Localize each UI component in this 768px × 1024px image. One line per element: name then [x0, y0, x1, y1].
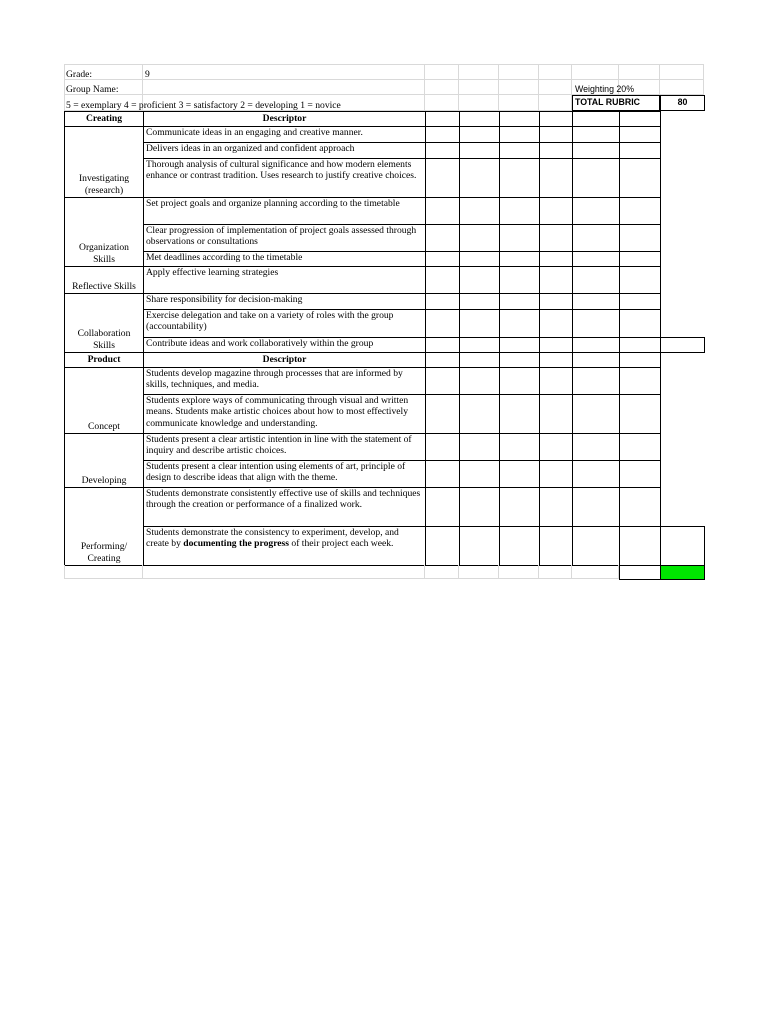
score-cell[interactable]: [499, 158, 540, 198]
sheet-cell[interactable]: [425, 95, 459, 111]
score-cell[interactable]: [619, 394, 661, 434]
score-cell[interactable]: [459, 487, 500, 527]
score-cell[interactable]: [459, 352, 500, 368]
score-cell[interactable]: [425, 367, 460, 395]
sheet-cell[interactable]: [425, 565, 459, 579]
score-cell[interactable]: [499, 266, 540, 294]
sheet-cell[interactable]: [459, 95, 499, 111]
sheet-cell[interactable]: [459, 565, 499, 579]
score-cell[interactable]: [425, 293, 460, 310]
score-cell[interactable]: [499, 197, 540, 225]
descriptor-text: Students demonstrate the consistency to experiment, develop, and create by: [146, 527, 399, 550]
score-cell[interactable]: [619, 367, 661, 395]
score-cell[interactable]: [425, 352, 460, 368]
score-cell[interactable]: [459, 337, 500, 353]
score-cell[interactable]: [499, 126, 540, 143]
score-cell[interactable]: [539, 197, 573, 225]
score-cell[interactable]: [619, 293, 661, 310]
product-descriptor: Students explore ways of communicating through visual and written means. Students make artistic choices about how to most effectively communicate knowledge and understanding.: [143, 394, 426, 434]
score-cell[interactable]: [425, 337, 460, 353]
score-cell[interactable]: [572, 526, 620, 566]
total-rubric-label: TOTAL RUBRIC: [572, 95, 660, 111]
total-score-highlight[interactable]: [660, 565, 705, 580]
sheet-cell[interactable]: [660, 64, 704, 80]
score-cell[interactable]: [619, 526, 661, 566]
score-cell[interactable]: [539, 526, 573, 566]
score-cell[interactable]: [619, 433, 661, 461]
score-cell[interactable]: [425, 158, 460, 198]
score-cell[interactable]: [459, 111, 500, 127]
score-cell[interactable]: [459, 309, 500, 338]
score-cell[interactable]: [539, 293, 573, 310]
sheet-cell[interactable]: [619, 64, 660, 80]
creating-heading: Creating: [64, 111, 144, 127]
sheet-cell[interactable]: [499, 95, 539, 111]
score-cell[interactable]: [572, 293, 620, 310]
score-cell[interactable]: [539, 487, 573, 527]
score-cell[interactable]: [619, 309, 661, 338]
score-cell[interactable]: [499, 367, 540, 395]
score-cell[interactable]: [572, 126, 620, 143]
sheet-cell[interactable]: [64, 565, 143, 579]
score-cell[interactable]: [425, 394, 460, 434]
score-cell[interactable]: [499, 293, 540, 310]
score-cell[interactable]: [572, 142, 620, 159]
score-cell[interactable]: [619, 487, 661, 527]
sheet-cell[interactable]: [143, 80, 425, 95]
score-cell[interactable]: [539, 394, 573, 434]
score-cell[interactable]: [425, 433, 460, 461]
score-cell[interactable]: [459, 433, 500, 461]
score-cell[interactable]: [572, 337, 620, 353]
score-cell[interactable]: [539, 224, 573, 252]
score-cell[interactable]: [572, 487, 620, 527]
score-cell[interactable]: [619, 460, 661, 488]
creating-descriptor: Delivers ideas in an organized and confident approach: [143, 142, 426, 159]
score-cell[interactable]: [459, 126, 500, 143]
score-cell[interactable]: [619, 224, 661, 252]
product-descriptor: Students demonstrate consistently effective use of skills and techniques through the creation or performance of a finalized work.: [143, 487, 426, 527]
sheet-cell[interactable]: [459, 64, 499, 80]
creating-descriptor: Clear progression of implementation of project goals assessed through observations or consultations: [143, 224, 426, 252]
sheet-cell[interactable]: [499, 80, 539, 95]
score-cell[interactable]: [499, 394, 540, 434]
score-cell[interactable]: [499, 224, 540, 252]
score-cell[interactable]: [619, 337, 661, 353]
grade-label: Grade:: [66, 68, 93, 80]
score-cell[interactable]: [572, 352, 620, 368]
score-cell[interactable]: [539, 433, 573, 461]
score-cell[interactable]: [619, 142, 661, 159]
creating-descriptor: Apply effective learning strategies: [143, 266, 426, 294]
score-cell[interactable]: [539, 352, 573, 368]
score-cell[interactable]: [499, 111, 540, 127]
score-cell[interactable]: [499, 433, 540, 461]
score-cell[interactable]: [459, 266, 500, 294]
score-cell[interactable]: [425, 526, 460, 566]
score-cell[interactable]: [572, 460, 620, 488]
score-cell[interactable]: [539, 266, 573, 294]
product-category: Performing/ Creating: [64, 487, 144, 566]
creating-descriptor: Exercise delegation and take on a variety of roles with the group (accountability): [143, 309, 426, 338]
score-cell[interactable]: [459, 224, 500, 252]
score-cell[interactable]: [425, 251, 460, 267]
score-cell[interactable]: [425, 309, 460, 338]
score-cell[interactable]: [619, 111, 661, 127]
creating-category: Organization Skills: [64, 197, 144, 267]
score-cell[interactable]: [425, 460, 460, 488]
score-cell[interactable]: [459, 197, 500, 225]
creating-category: Reflective Skills: [64, 266, 144, 294]
descriptor-emphasis: documenting the progress: [183, 538, 290, 550]
score-cell[interactable]: [539, 309, 573, 338]
total-rubric-value: 80: [660, 95, 705, 111]
score-cell[interactable]: [572, 197, 620, 225]
creating-descriptor: Communicate ideas in an engaging and creative manner.: [143, 126, 426, 143]
score-cell[interactable]: [459, 367, 500, 395]
sheet-cell[interactable]: [572, 64, 619, 80]
score-cell[interactable]: [499, 309, 540, 338]
score-cell[interactable]: [572, 367, 620, 395]
score-cell[interactable]: [572, 433, 620, 461]
score-cell-extra[interactable]: [660, 337, 705, 353]
score-cell[interactable]: [499, 142, 540, 159]
score-cell[interactable]: [499, 460, 540, 488]
score-cell[interactable]: [459, 460, 500, 488]
score-cell[interactable]: [619, 158, 661, 198]
score-cell[interactable]: [425, 266, 460, 294]
sheet-cell[interactable]: [499, 64, 539, 80]
score-cell[interactable]: [539, 158, 573, 198]
score-cell[interactable]: [572, 111, 620, 127]
creating-descriptor: Contribute ideas and work collaboratively within the group: [143, 337, 426, 353]
score-cell[interactable]: [572, 394, 620, 434]
creating-descriptor-heading: Descriptor: [143, 111, 426, 127]
score-cell[interactable]: [572, 266, 620, 294]
sheet-cell[interactable]: [572, 565, 619, 579]
sheet-cell[interactable]: [499, 565, 539, 579]
sheet-cell[interactable]: [143, 565, 425, 579]
score-cell[interactable]: [425, 197, 460, 225]
weighting-label: Weighting 20%: [575, 83, 635, 94]
score-cell[interactable]: [459, 394, 500, 434]
total-score-cell[interactable]: [619, 565, 661, 580]
score-cell[interactable]: [425, 126, 460, 143]
score-cell[interactable]: [619, 251, 661, 267]
score-cell[interactable]: [499, 526, 540, 566]
product-heading: Product: [64, 352, 144, 368]
descriptor-text: of their project each week.: [289, 538, 394, 550]
score-cell[interactable]: [619, 266, 661, 294]
sheet-cell[interactable]: [425, 80, 459, 95]
product-category: Concept: [64, 367, 144, 434]
creating-category: Investigating (research): [64, 126, 144, 198]
score-cell[interactable]: [499, 251, 540, 267]
product-descriptor: Students present a clear intention using elements of art, principle of design to describe ideas that align with the theme.: [143, 460, 426, 488]
sheet-cell[interactable]: [539, 565, 572, 579]
score-cell[interactable]: [539, 251, 573, 267]
score-cell[interactable]: [459, 526, 500, 566]
score-cell[interactable]: [619, 352, 661, 368]
product-descriptor: Students present a clear artistic intention in line with the statement of inquiry and describe artistic choices.: [143, 433, 426, 461]
score-cell[interactable]: [425, 224, 460, 252]
score-cell[interactable]: [499, 487, 540, 527]
sheet-cell[interactable]: [539, 64, 572, 80]
score-cell[interactable]: [425, 111, 460, 127]
score-cell[interactable]: [572, 158, 620, 198]
creating-descriptor: Met deadlines according to the timetable: [143, 251, 426, 267]
score-cell[interactable]: [539, 337, 573, 353]
score-cell[interactable]: [539, 111, 573, 127]
score-cell[interactable]: [425, 487, 460, 527]
sheet-cell[interactable]: [660, 80, 704, 95]
creating-descriptor: Set project goals and organize planning according to the timetable: [143, 197, 426, 225]
score-cell-extra[interactable]: [660, 526, 705, 566]
sheet-cell[interactable]: [539, 80, 572, 95]
sheet-cell[interactable]: [539, 95, 572, 111]
score-cell[interactable]: [572, 224, 620, 252]
sheet-cell[interactable]: [425, 64, 459, 80]
product-descriptor: Students develop magazine through processes that are informed by skills, techniques, and media.: [143, 367, 426, 395]
score-cell[interactable]: [539, 142, 573, 159]
product-descriptor-heading: Descriptor: [143, 352, 426, 368]
group-name-label: Group Name:: [66, 83, 119, 95]
creating-category: Collaboration Skills: [64, 293, 144, 353]
score-cell[interactable]: [619, 197, 661, 225]
creating-descriptor: Share responsibility for decision-making: [143, 293, 426, 310]
scale-legend: 5 = exemplary 4 = proficient 3 = satisfactory 2 = developing 1 = novice: [66, 99, 341, 111]
score-cell[interactable]: [459, 142, 500, 159]
creating-descriptor: Thorough analysis of cultural significance and how modern elements enhance or contrast tradition. Uses research to justify creative choices.: [143, 158, 426, 198]
score-cell[interactable]: [459, 158, 500, 198]
score-cell[interactable]: [539, 367, 573, 395]
product-category: Developing: [64, 433, 144, 488]
score-cell[interactable]: [539, 126, 573, 143]
rubric-sheet: [64, 64, 704, 578]
score-cell[interactable]: [572, 309, 620, 338]
score-cell[interactable]: [499, 337, 540, 353]
score-cell[interactable]: [619, 126, 661, 143]
score-cell[interactable]: [499, 352, 540, 368]
score-cell[interactable]: [459, 251, 500, 267]
sheet-cell[interactable]: [459, 80, 499, 95]
score-cell[interactable]: [572, 251, 620, 267]
product-descriptor: [143, 526, 426, 566]
grade-value: 9: [145, 68, 150, 80]
score-cell[interactable]: [459, 293, 500, 310]
score-cell[interactable]: [539, 460, 573, 488]
score-cell[interactable]: [425, 142, 460, 159]
